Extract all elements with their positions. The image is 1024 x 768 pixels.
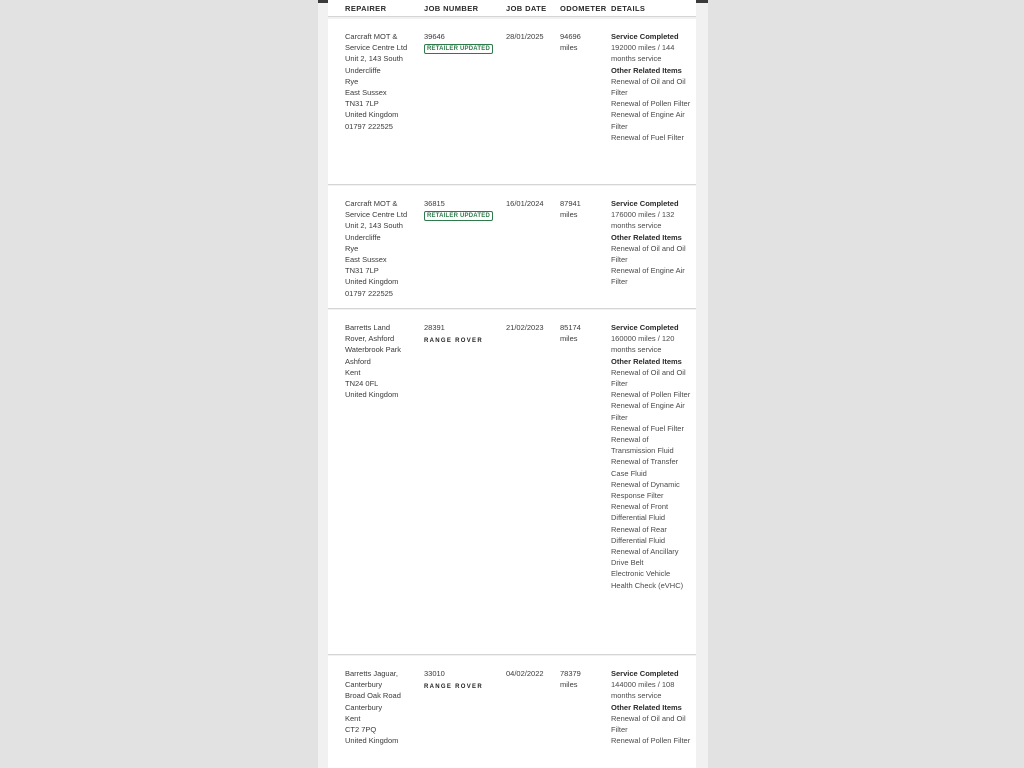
job-number-cell [424,31,502,54]
odometer-value: 85174 [560,323,581,332]
table-row [328,186,696,309]
other-related-items-label: Other Related Items [611,65,682,75]
related-item: Renewal of Pollen Filter [611,390,691,400]
repairer-line: Carcraft MOT & [345,32,398,41]
repairer-line: United Kingdom [345,110,399,120]
repairer-line: CT2 7PQ [345,725,377,735]
job-number: 39646 [424,32,445,41]
repairer-line: Rye [345,243,359,253]
repairer-line: Ashford [345,356,371,366]
repairer-address [345,198,417,299]
job-number-cell [424,668,502,693]
header-odometer: ODOMETER [560,4,607,13]
odometer-cell [560,31,608,53]
repairer-line: Canterbury [345,702,383,712]
job-date: 16/01/2024 [506,199,544,208]
repairer-line: United Kingdom [345,390,399,400]
related-item: Electronic Vehicle Health Check (eVHC) [611,569,684,590]
service-interval: 160000 miles / 120 months service [611,334,675,355]
odometer-value: 87941 [560,199,581,208]
job-date-cell [506,198,558,209]
repairer-line: Carcraft MOT & [345,199,398,208]
other-related-items-label: Other Related Items [611,702,682,712]
retailer-updated-badge: RETAILER UPDATED [424,44,493,54]
repairer-line: Service Centre Ltd [345,43,408,53]
repairer-line: East Sussex [345,88,387,98]
service-interval: 192000 miles / 144 months service [611,43,675,64]
repairer-phone: 01797 222525 [345,288,393,298]
odometer-unit: miles [560,43,578,53]
related-item: Renewal of Fuel Filter [611,423,684,433]
repairer-line: Canterbury [345,680,383,690]
odometer-cell [560,668,608,690]
related-item: Renewal of Oil and Oil Filter [611,367,686,389]
related-item: Renewal of Engine Air Filter [611,110,685,131]
related-item: Renewal of Pollen Filter [611,99,691,109]
job-date: 28/01/2025 [506,32,544,41]
repairer-phone: 01797 222525 [345,121,393,131]
odometer-unit: miles [560,680,578,690]
repairer-line: Undercliffe [345,232,381,242]
header-repairer: REPAIRER [345,4,387,13]
other-related-items-label: Other Related Items [611,232,682,242]
repairer-line: Kent [345,367,361,377]
service-completed-label: Service Completed [611,323,679,332]
related-item: Renewal of Dynamic Response Filter [611,479,680,501]
repairer-line: Unit 2, 143 South [345,54,403,64]
odometer-value: 78379 [560,669,581,678]
repairer-line: TN24 0FL [345,379,379,389]
details-cell [611,198,691,288]
repairer-line: Rover, Ashford [345,334,395,344]
repairer-line: TN31 7LP [345,266,379,276]
other-related-items-label: Other Related Items [611,356,682,366]
service-completed-label: Service Completed [611,199,679,208]
repairer-line: TN31 7LP [345,99,379,109]
repairer-line: United Kingdom [345,736,399,746]
job-number: 36815 [424,199,445,208]
job-date-cell [506,31,558,42]
details-cell [611,322,691,591]
related-item: Renewal of Oil and Oil Filter [611,713,686,735]
service-interval: 176000 miles / 132 months service [611,210,675,231]
table-row [328,656,696,768]
odometer-unit: miles [560,334,578,344]
range-rover-logo: RANGE ROVER [424,684,483,691]
related-item: Renewal of Fuel Filter [611,132,684,142]
header-details: DETAILS [611,4,646,13]
service-history-viewport[interactable] [318,0,708,768]
related-item: Renewal of Transfer Case Fluid [611,457,679,478]
table-header [328,0,696,17]
related-item: Renewal of Transmission Fluid [611,435,674,456]
header-job-number: JOB NUMBER [424,4,479,13]
related-item: Renewal of Engine Air Filter [611,266,685,287]
related-item: Renewal of Ancillary Drive Belt [611,547,679,568]
service-completed-label: Service Completed [611,669,679,678]
job-date: 21/02/2023 [506,323,544,332]
related-item: Renewal of Oil and Oil Filter [611,243,686,265]
table-row [328,310,696,655]
repairer-line: Undercliffe [345,65,381,75]
service-completed-label: Service Completed [611,32,679,41]
repairer-address [345,668,417,746]
header-job-date: JOB DATE [506,4,547,13]
job-number-cell [424,198,502,221]
job-date: 04/02/2022 [506,669,544,678]
repairer-line: East Sussex [345,255,387,265]
related-item: Renewal of Front Differential Fluid [611,502,669,523]
service-interval: 144000 miles / 108 months service [611,680,675,701]
odometer-value: 94696 [560,32,581,41]
related-item: Renewal of Rear Differential Fluid [611,524,667,545]
odometer-unit: miles [560,210,578,220]
job-date-cell [506,322,558,333]
details-cell [611,31,691,143]
job-number: 33010 [424,669,445,678]
odometer-cell [560,322,608,344]
related-item: Renewal of Pollen Filter [611,736,691,746]
repairer-line: Rye [345,76,359,86]
repairer-line: Service Centre Ltd [345,210,408,220]
related-item: Renewal of Oil and Oil Filter [611,76,686,98]
job-number: 28391 [424,323,445,332]
repairer-address [345,31,417,132]
related-item: Renewal of Engine Air Filter [611,401,685,422]
repairer-line: Unit 2, 143 South [345,221,403,231]
repairer-line: United Kingdom [345,277,399,287]
range-rover-logo: RANGE ROVER [424,338,483,345]
repairer-line: Barretts Jaguar, [345,669,398,678]
repairer-line: Waterbrook Park [345,345,401,355]
table-row [328,19,696,185]
job-date-cell [506,668,558,679]
details-cell [611,668,691,746]
retailer-updated-badge: RETAILER UPDATED [424,211,493,221]
repairer-line: Broad Oak Road [345,691,401,701]
job-number-cell [424,322,502,347]
repairer-line: Kent [345,713,361,723]
odometer-cell [560,198,608,220]
repairer-line: Barretts Land [345,323,391,332]
repairer-address [345,322,417,400]
